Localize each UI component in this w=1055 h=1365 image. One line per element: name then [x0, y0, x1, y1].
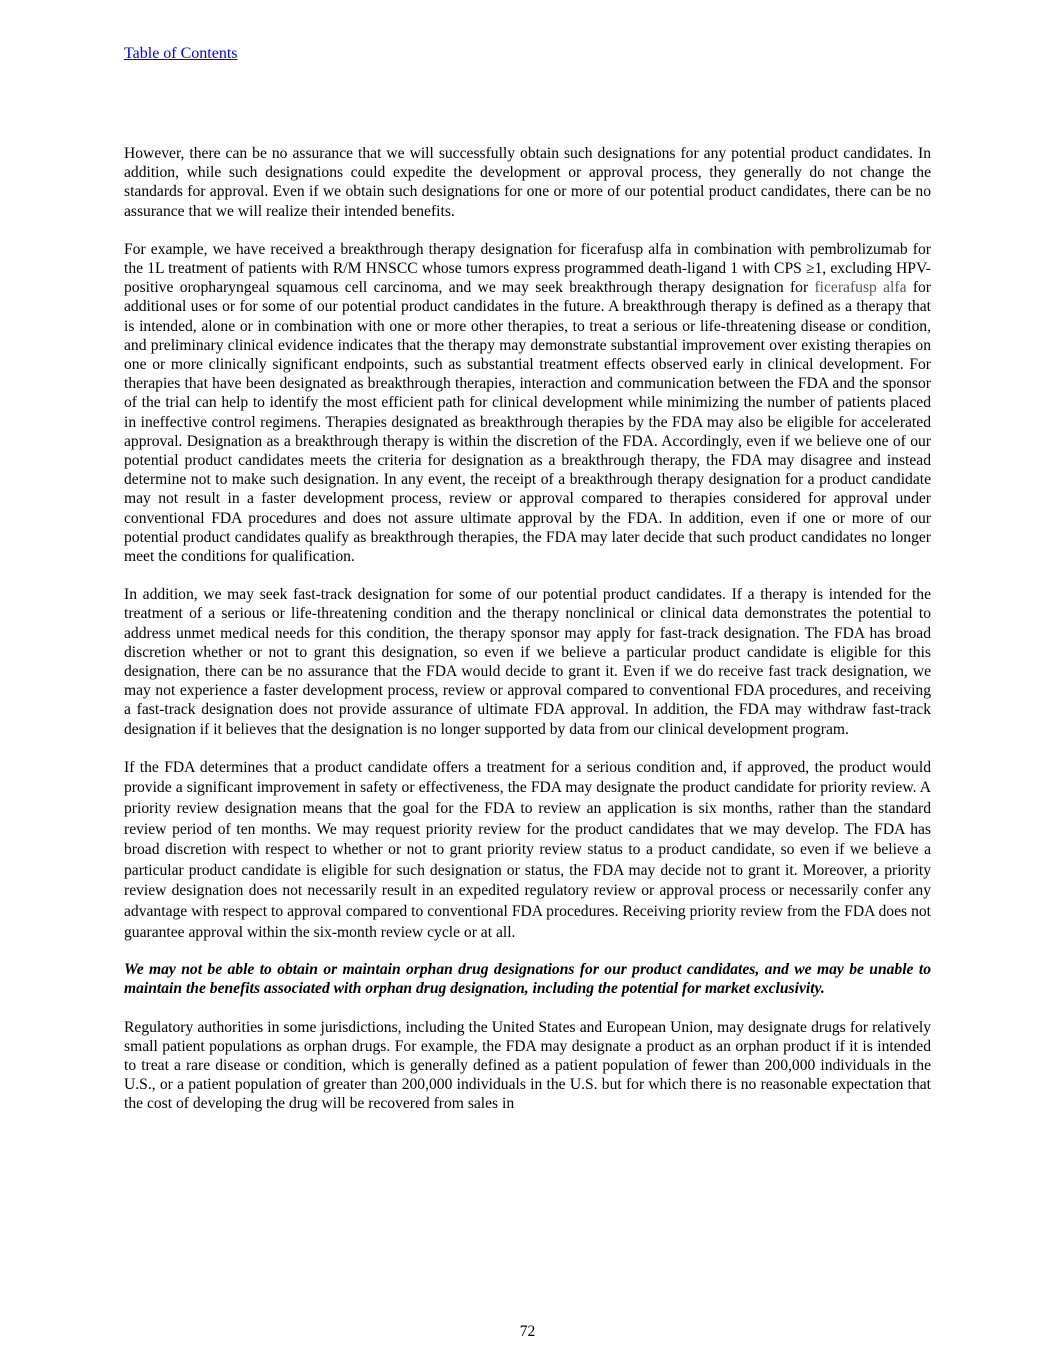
breakthrough-text-part-2: for additional uses or for some of our potential product candidates in the future. A breakthrough therapy is defined as a therapy that is intended, alone or in combination with one or more other therapies, to treat a serious or life-threatening disease or condition, and preliminary clinical evidence indicates that the therapy may demonstrate substantial improvement over existing therapies on one or more clinically significant endpoints, such as substantial treatment effects observed early in clinical development. For therapies that have been designated as breakthrough therapies, interaction and communication between the FDA and the sponsor of the trial can help to identify the most efficient path for clinical development while minimizing the number of patients placed in ineffective control regimens. Therapies designated as breakthrough therapies by the FDA may also be eligible for accelerated approval. Designation as a breakthrough therapy is within the discretion of the FDA. Accordingly, even if we believe one of our potential product candidates meets the criteria for designation as a breakthrough therapy, the FDA may disagree and instead determine not to make such designation. In any event, the receipt of a breakthrough therapy designation for a product candidate may not result in a faster development process, review or approval compared to therapies considered for approval under conventional FDA procedures and does not assure ultimate approval by the FDA. In addition, even if one or more of our potential product candidates qualify as breakthrough therapies, the FDA may later decide that such product candidates no longer meet the conditions for qualification.: [124, 279, 931, 566]
page-number: 72: [519, 1323, 536, 1340]
paragraph-breakthrough-therapy: [124, 240, 931, 566]
paragraph-orphan-drug: Regulatory authorities in some jurisdictions, including the United States and European Union, may designate drugs for relatively small patient populations as orphan drugs. For example, the FDA may designate a product as an orphan product if it is intended to treat a rare disease or condition, which is generally defined as a patient population of fewer than 200,000 individuals in the U.S., or a patient population of greater than 200,000 individuals in the U.S. but for which there is no reasonable expectation that the cost of developing the drug will be recovered from sales in: [124, 1018, 931, 1113]
risk-factor-heading-orphan-drug: We may not be able to obtain or maintain orphan drug designations for our product candidates, and we may be unable to maintain the benefits associated with orphan drug designation, including the potential for market exclusivity.: [124, 961, 931, 998]
document-body: [124, 144, 931, 1114]
table-of-contents-link[interactable]: Table of Contents: [124, 45, 238, 62]
drug-name-ficerafusp-alfa: ficerafusp alfa: [814, 279, 907, 297]
paragraph-fast-track: In addition, we may seek fast-track designation for some of our potential product candidates. If a therapy is intended for the treatment of a serious or life-threatening condition and the therapy nonclinical or clinical data demonstrates the potential to address unmet medical needs for this condition, the therapy sponsor may apply for fast-track designation. The FDA has broad discretion whether or not to grant this designation, so even if we believe a particular product candidate is eligible for this designation, there can be no assurance that the FDA would decide to grant it. Even if we do receive fast track designation, we may not experience a faster development process, review or approval compared to conventional FDA procedures, and receiving a fast-track designation does not provide assurance of ultimate FDA approval. In addition, the FDA may withdraw fast-track designation if it believes that the designation is no longer supported by data from our clinical development program.: [124, 586, 931, 738]
paragraph-designations-assurance: However, there can be no assurance that we will successfully obtain such designations for any potential product candidates. In addition, while such designations could expedite the development or approval process, they generally do not change the standards for approval. Even if we obtain such designations for one or more of our potential product candidates, there can be no assurance that we will realize their intended benefits.: [124, 145, 931, 220]
paragraph-priority-review: If the FDA determines that a product candidate offers a treatment for a serious condition and, if approved, the product would provide a significant improvement in safety or effectiveness, the FDA may designate the product candidate for priority review. A priority review designation means that the goal for the FDA to review an application is six months, rather than the standard review period of ten months. We may request priority review for the product candidates that we may develop. The FDA has broad discretion with respect to whether or not to grant priority review status to a product candidate, so even if we believe a particular product candidate is eligible for such designation or status, the FDA may decide not to grant it. Moreover, a priority review designation does not necessarily result in an expedited regulatory review or approval process or necessarily confer any advantage with respect to approval compared to conventional FDA procedures. Receiving priority review from the FDA does not guarantee approval within the six-month review cycle or at all.: [124, 758, 931, 941]
breakthrough-text-part-1: For example, we have received a breakthrough therapy designation for ficerafusp alfa in combination with pembrolizumab for the 1L treatment of patients with R/M HNSCC whose tumors express programmed death-ligand 1 with CPS ≥1, excluding HPV-positive oropharyngeal squamous cell carcinoma, and we may seek breakthrough therapy designation for: [124, 240, 931, 297]
